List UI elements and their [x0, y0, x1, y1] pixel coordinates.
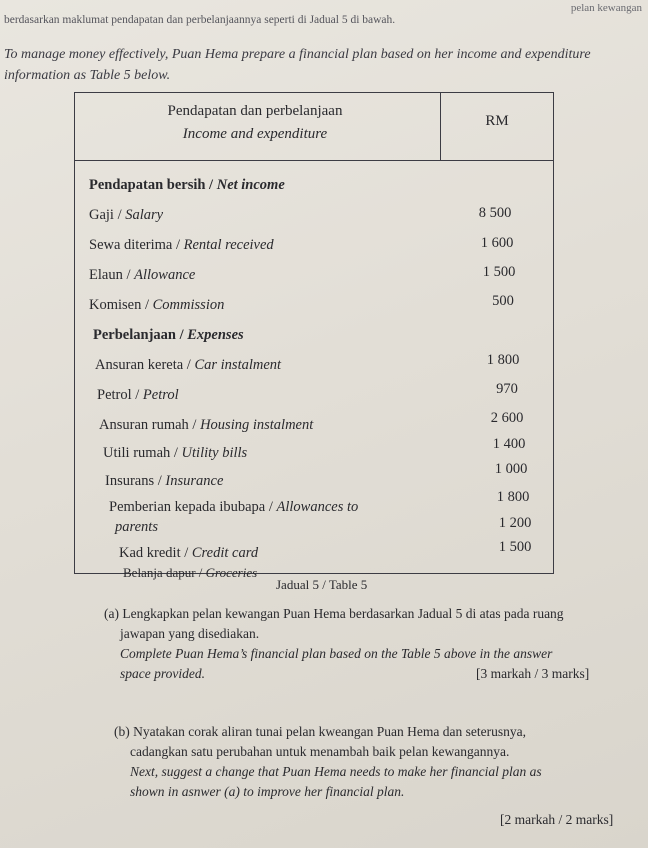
- item-car-instalment: [95, 357, 281, 374]
- section-title-en: Net income: [216, 177, 285, 193]
- item-label-ms: Kad kredit /: [119, 545, 189, 561]
- item-parents-continued: [115, 519, 158, 536]
- question-a-marks: [3 markah / 3 marks]: [476, 666, 590, 681]
- item-label-en: Allowance: [134, 267, 196, 283]
- question-b-ms-line2: cadangkan satu perubahan untuk menambah baik pelan kewangannya.: [130, 744, 510, 759]
- question-a-label: (a): [104, 606, 119, 621]
- header-title-english: Income and expenditure: [182, 126, 328, 142]
- question-b-ms-line1: [114, 722, 644, 742]
- item-label-en: Groceries: [205, 565, 258, 580]
- income-expenditure-table: [74, 92, 554, 580]
- question-b-en-line2: shown in asnwer (a) to improve her financial plan.: [130, 784, 405, 799]
- item-allowance: [89, 267, 195, 284]
- value-petrol: 970: [496, 381, 518, 397]
- item-petrol: [97, 387, 179, 404]
- section-title-ms: Perbelanjaan /: [93, 327, 184, 343]
- item-label-ms: Pemberian kepada ibubapa /: [109, 499, 273, 515]
- question-b-marks: [2 markah / 2 marks]: [500, 812, 614, 827]
- item-label-en: Housing instalment: [200, 417, 314, 433]
- item-insurance: [105, 473, 223, 490]
- section-expenses: [93, 327, 244, 344]
- item-allowances-to-parents: [109, 499, 358, 516]
- item-label-ms: Sewa diterima /: [89, 237, 181, 253]
- item-label-ms: Insurans /: [105, 473, 162, 489]
- question-b-ms-text: Nyatakan corak aliran tunai pelan kweangan Puan Hema dan seterusnya,: [133, 724, 526, 739]
- value-salary: 8 500: [478, 205, 512, 221]
- item-label-en: Petrol: [142, 387, 179, 403]
- header-currency: RM: [485, 113, 509, 129]
- item-salary: [89, 207, 163, 224]
- item-label-ms: Elaun /: [89, 267, 131, 283]
- item-label-en: Car instalment: [194, 357, 282, 373]
- question-a-en-line1: Complete Puan Hema’s financial plan based on the Table 5 above in the answer: [120, 646, 553, 661]
- question-a-ms-text: Lengkapkan pelan kewangan Puan Hema berdasarkan Jadual 5 di atas pada ruang: [122, 606, 564, 621]
- intro-english-text: To manage money effectively, Puan Hema prepare a financial plan based on her income and expenditure information as Table 5 below.: [4, 47, 591, 83]
- item-label-en: Commission: [152, 297, 225, 313]
- value-second-allowance: 1 200: [498, 515, 532, 531]
- item-label-en: Utility bills: [181, 445, 248, 461]
- item-label-ms: Ansuran rumah /: [99, 417, 197, 433]
- value-credit-card: 1 500: [498, 539, 532, 555]
- header-divider-horizontal: [75, 160, 553, 161]
- value-rental-received: 1 600: [480, 235, 514, 251]
- value-insurance: 1 000: [494, 461, 528, 477]
- section-title-ms: Pendapatan bersih /: [89, 177, 214, 193]
- question-b: [114, 722, 644, 802]
- value-housing-instalment: 2 600: [490, 410, 524, 426]
- item-label-en: Insurance: [165, 473, 224, 489]
- item-label-en: Rental received: [183, 237, 274, 253]
- item-label-en: Salary: [125, 207, 164, 223]
- intro-top-fragment: pelan kewangan: [570, 2, 642, 14]
- question-a-en-line2: space provided.: [120, 666, 205, 681]
- item-housing-instalment: [99, 417, 313, 434]
- item-label-ms: Petrol /: [97, 387, 140, 403]
- item-rental-received: [89, 237, 274, 254]
- item-label-en: Credit card: [191, 545, 259, 561]
- question-a-ms-line2: jawapan yang disediakan.: [120, 626, 260, 641]
- table-caption: Jadual 5 / Table 5: [276, 577, 368, 592]
- item-label-ms: Ansuran kereta /: [95, 357, 191, 373]
- item-label-en: Allowances to: [276, 499, 359, 515]
- item-label-ms: Komisen /: [89, 297, 150, 313]
- item-label-ms: Utili rumah /: [103, 445, 178, 461]
- section-title-en: Expenses: [187, 327, 244, 343]
- value-utility-bills: 1 400: [492, 436, 526, 452]
- intro-malay-text: berdasarkan maklumat pendapatan dan perbelanjaannya seperti di Jadual 5 di bawah.: [4, 14, 396, 26]
- value-car-instalment: 1 800: [486, 352, 520, 368]
- item-label-ms: Gaji /: [89, 207, 122, 223]
- item-groceries: [123, 565, 257, 581]
- header-title-malay: Pendapatan dan perbelanjaan: [167, 103, 343, 119]
- question-a-ms-line1: [104, 604, 644, 624]
- section-net-income: [89, 177, 285, 194]
- value-allowances-to-parents: 1 800: [496, 489, 530, 505]
- question-b-label: (b): [114, 724, 130, 739]
- question-b-en-line1: Next, suggest a change that Puan Hema needs to make her financial plan as: [130, 764, 542, 779]
- value-commission: 500: [492, 293, 514, 309]
- item-credit-card: [119, 545, 258, 562]
- item-label-en: parents: [115, 519, 158, 535]
- value-allowance: 1 500: [482, 264, 516, 280]
- item-label-ms: Belanja dapur /: [123, 565, 203, 580]
- item-utility-bills: [103, 445, 247, 462]
- item-commission: [89, 297, 224, 314]
